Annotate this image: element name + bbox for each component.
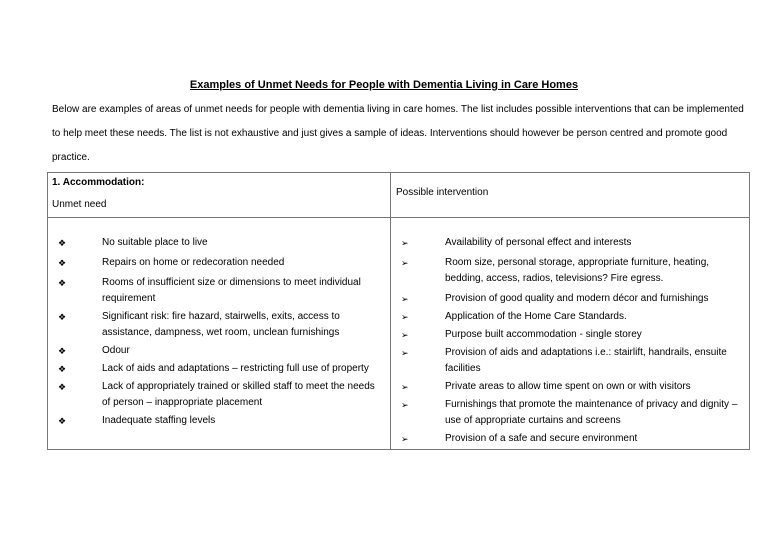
list-item-text: Inadequate staffing levels [102, 415, 216, 426]
arrow-bullet-icon: ➢ [401, 238, 409, 248]
column-header-intervention: Possible intervention [391, 173, 750, 218]
arrow-bullet-icon: ➢ [401, 258, 409, 268]
list-item-text: Application of the Home Care Standards. [445, 311, 627, 322]
list-item [48, 309, 390, 341]
page-title: Examples of Unmet Needs for People with Dementia Living in Care Homes [189, 79, 579, 91]
list-item [48, 275, 390, 307]
needs-table [47, 172, 750, 450]
list-item-text: Provision of good quality and modern décor and furnishings [445, 293, 709, 304]
list-item-text: Room size, personal storage, appropriate furniture, heating, bedding, access, radios, televisions? Fire egress. [445, 257, 710, 284]
list-item-text: Private areas to allow time spent on own or with visitors [445, 381, 691, 392]
arrow-bullet-icon: ➢ [401, 382, 409, 392]
arrow-bullet-icon: ➢ [401, 434, 409, 444]
diamond-bullet-icon: ❖ [58, 278, 67, 288]
diamond-bullet-icon: ❖ [58, 258, 67, 268]
list-item-text: Lack of aids and adaptations – restricting full use of property [102, 363, 369, 374]
list-item [48, 255, 390, 271]
list-item-text: Furnishings that promote the maintenance of privacy and dignity – use of appropriate curtains and screens [445, 399, 738, 426]
unmet-need-list [48, 218, 390, 429]
list-item-text: Availability of personal effect and interests [445, 237, 632, 248]
list-item [391, 431, 749, 447]
diamond-bullet-icon: ❖ [58, 382, 67, 392]
list-item-text: Provision of aids and adaptations i.e.: stairlift, handrails, ensuite facilities [445, 347, 727, 374]
diamond-bullet-icon: ❖ [58, 312, 67, 322]
list-item [48, 343, 390, 359]
arrow-bullet-icon: ➢ [401, 312, 409, 322]
list-item-text: Provision of a safe and secure environment [445, 433, 638, 444]
list-item-text: Rooms of insufficient size or dimensions to meet individual requirement [102, 277, 361, 304]
list-item [391, 345, 749, 377]
intro-paragraph: Below are examples of areas of unmet needs for people with dementia living in care homes. The list includes possible interventions that can be implemented to help meet these needs. The list is not exhaustive and just gives a sample of ideas. Interventions should however be person centred and promote good practice. [52, 104, 744, 163]
column-header-unmet: Unmet need [52, 199, 107, 210]
arrow-bullet-icon: ➢ [401, 348, 409, 358]
list-item [391, 397, 749, 429]
list-item-text: Purpose built accommodation - single storey [445, 329, 642, 340]
list-item-text: Repairs on home or redecoration needed [102, 257, 285, 268]
list-item [48, 361, 390, 377]
list-item [391, 291, 749, 307]
list-item [391, 379, 749, 395]
list-item [48, 413, 390, 429]
list-item-text: Significant risk: fire hazard, stairwells, exits, access to assistance, dampness, wet room, unclean furnishings [102, 311, 340, 338]
list-item-text: No suitable place to live [102, 237, 208, 248]
list-item [391, 255, 749, 287]
arrow-bullet-icon: ➢ [401, 400, 409, 410]
list-item [48, 379, 390, 411]
list-item-text: Odour [102, 345, 130, 356]
list-item [391, 327, 749, 343]
unmet-need-cell [48, 218, 391, 450]
list-item [391, 309, 749, 325]
intervention-list [391, 218, 749, 447]
list-item-text: Lack of appropriately trained or skilled staff to meet the needs of person – inappropriate placement [102, 381, 375, 408]
diamond-bullet-icon: ❖ [58, 346, 67, 356]
diamond-bullet-icon: ❖ [58, 416, 67, 426]
unmet-need-header [48, 173, 391, 218]
diamond-bullet-icon: ❖ [58, 238, 67, 248]
intervention-cell [391, 218, 750, 450]
arrow-bullet-icon: ➢ [401, 294, 409, 304]
diamond-bullet-icon: ❖ [58, 364, 67, 374]
arrow-bullet-icon: ➢ [401, 330, 409, 340]
list-item [391, 235, 749, 251]
list-item [48, 235, 390, 251]
section-title: 1. Accommodation: [52, 177, 145, 188]
